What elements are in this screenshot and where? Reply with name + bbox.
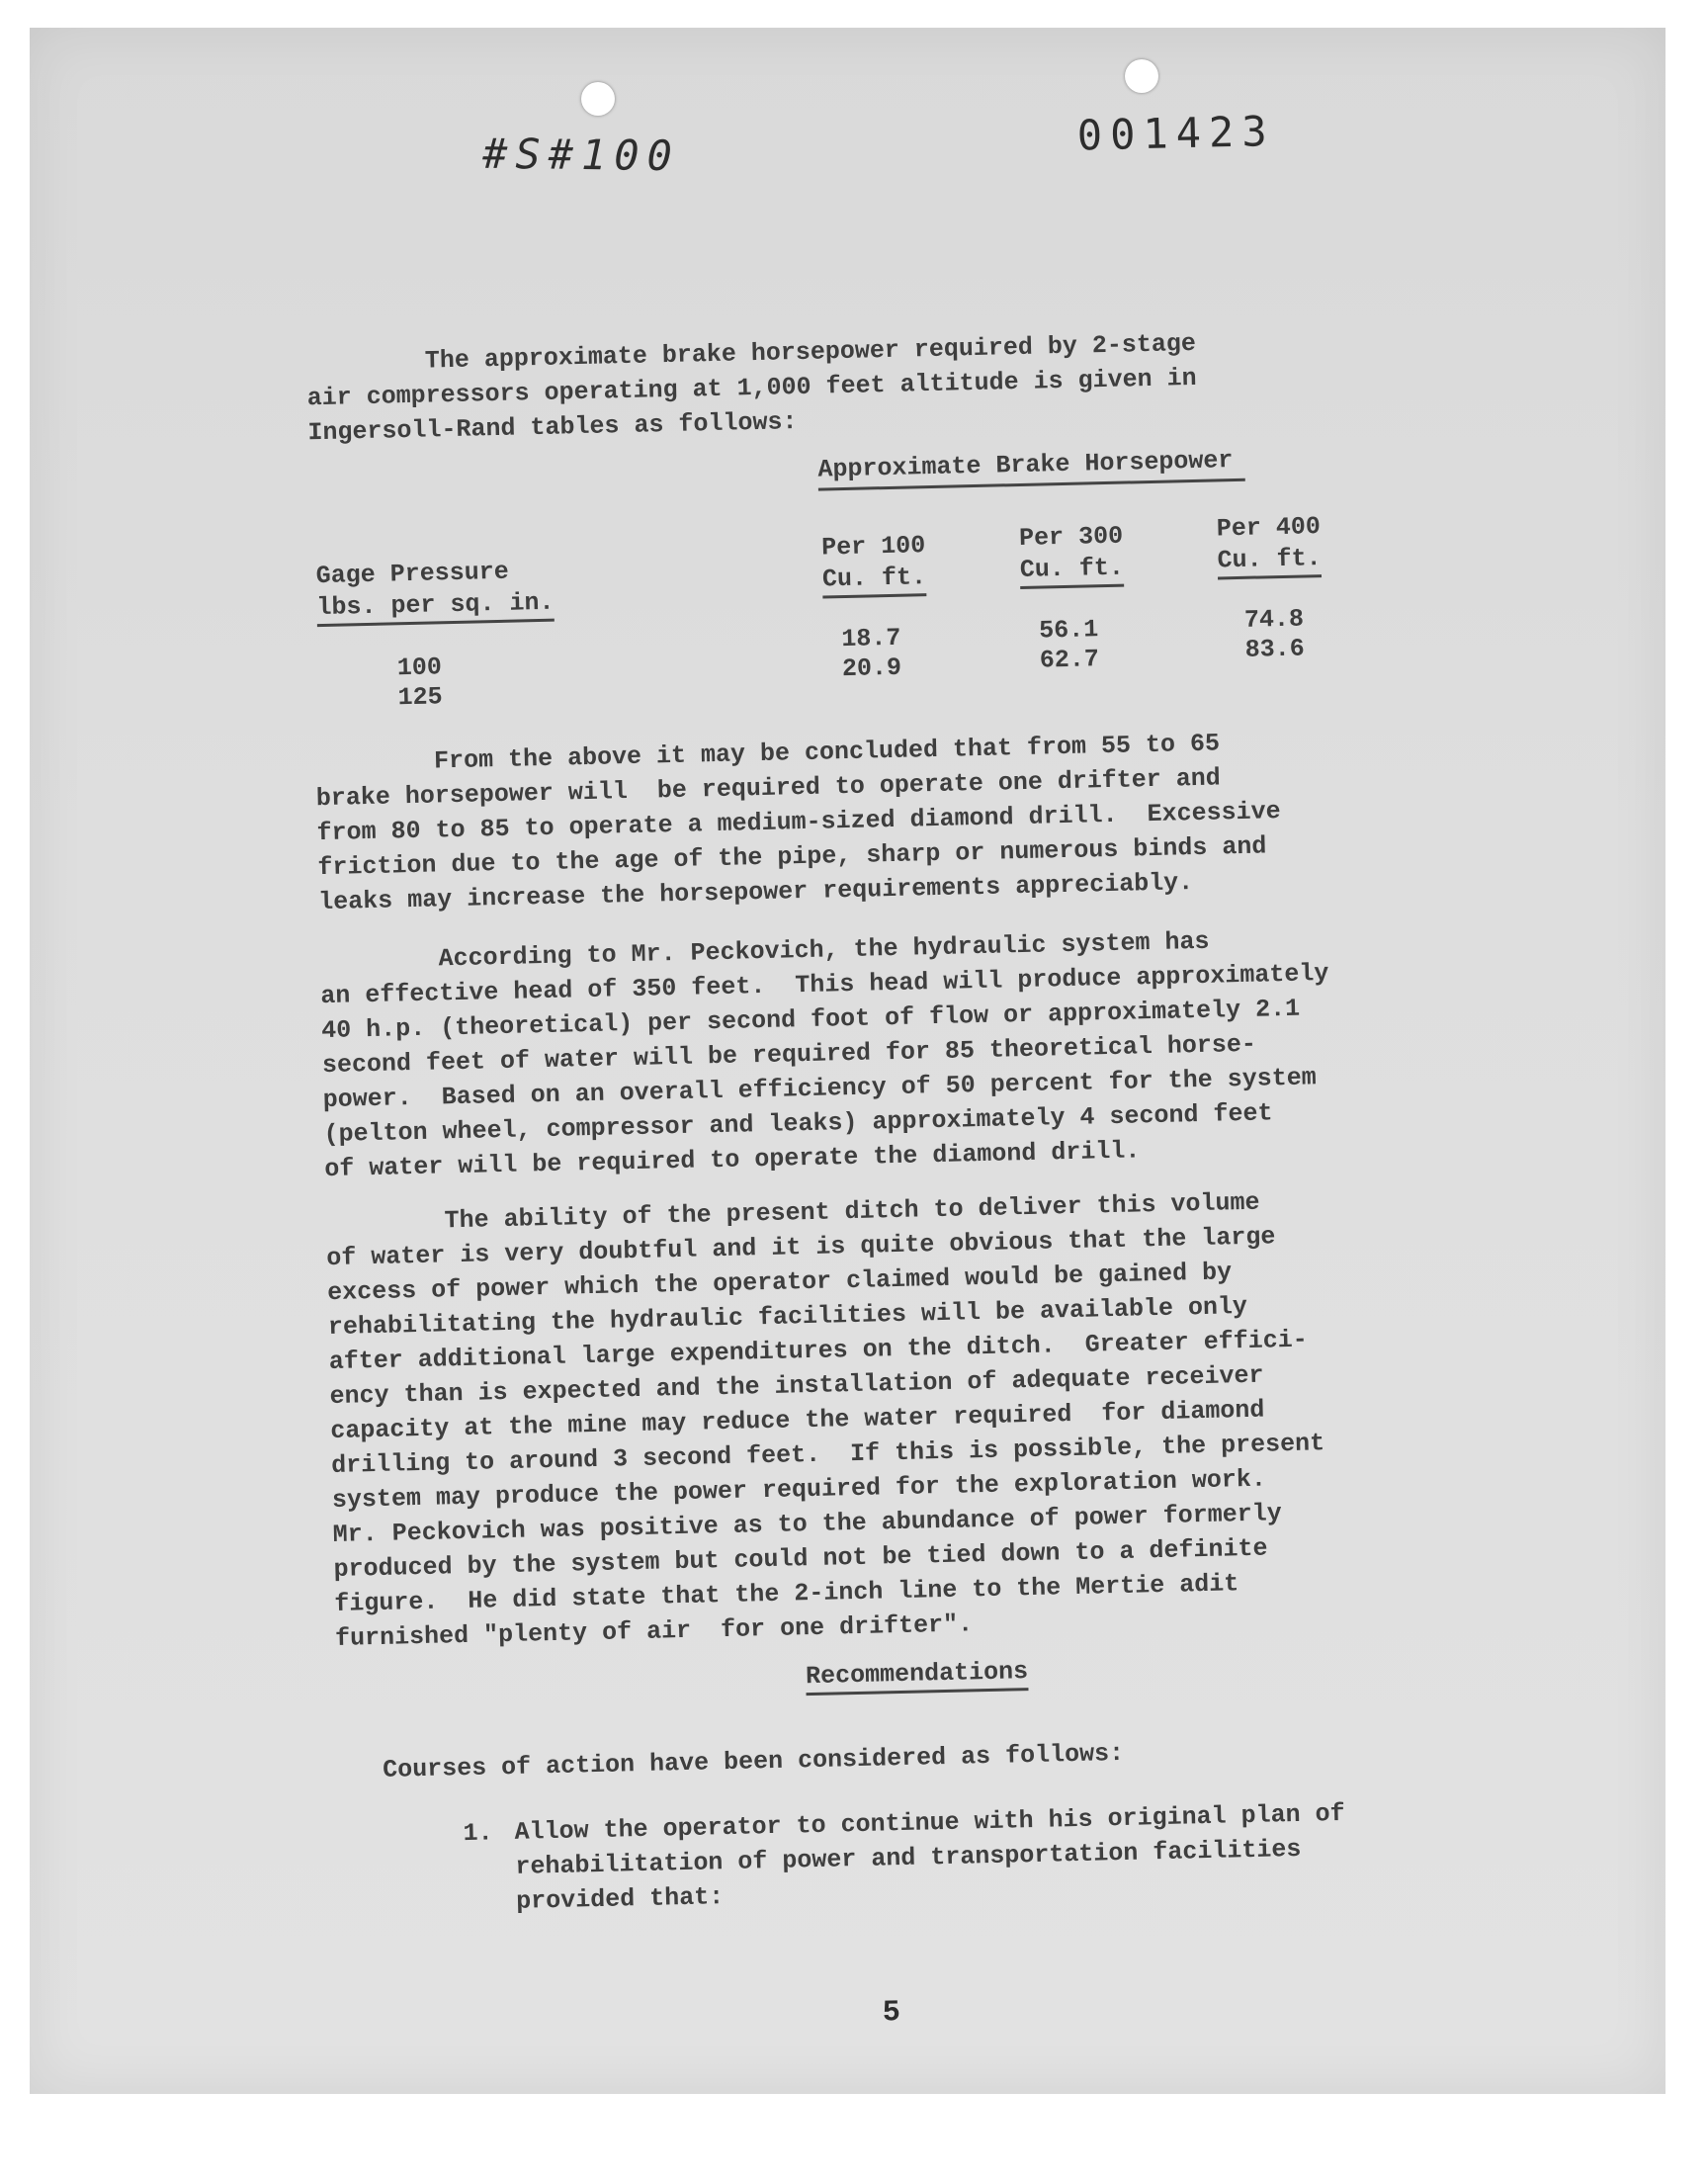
list-item-text: Allow the operator to continue with his original plan of rehabilitation of power and transportation facilities provided that:: [514, 1798, 1345, 1916]
column-header-line: Cu. ft.: [1019, 553, 1124, 589]
list-item-number: 1.: [463, 1818, 493, 1849]
table-column-header: [821, 530, 927, 598]
table-cell: 18.7: [841, 623, 901, 654]
table-cell: 56.1: [1038, 615, 1099, 646]
table-cell: 62.7: [1039, 645, 1100, 675]
intro-paragraph: The approximate brake horsepower required by 2-stage air compressors operating at 1,000 feet altitude is given in Ingersoll-Rand tables as follows:: [305, 328, 1197, 448]
page-content: [8, 10, 1690, 2113]
column-header-line: Gage Pressure: [315, 557, 510, 591]
table-column-pressure: [397, 652, 443, 713]
column-header-line: Cu. ft.: [1217, 543, 1322, 579]
table-cell: 83.6: [1244, 634, 1306, 664]
table-column-per-400: [1244, 604, 1305, 664]
table-column-per-100: [841, 624, 901, 684]
page-number: 5: [882, 1996, 901, 2031]
section-heading: Recommendations: [806, 1657, 1029, 1696]
table-group-title: Approximate Brake Horsepower: [817, 446, 1245, 491]
column-header-line: Per 300: [1018, 521, 1124, 553]
table-cell: 74.8: [1243, 604, 1305, 635]
column-header-line: Per 100: [820, 531, 926, 563]
table-column-header: [1217, 511, 1323, 579]
column-header-line: Per 400: [1216, 512, 1322, 544]
handwritten-reference: #S#100: [481, 129, 681, 181]
document-page: [30, 28, 1665, 2094]
table-column-per-300: [1039, 615, 1099, 675]
column-header-line: Cu. ft.: [822, 562, 927, 598]
column-header-line: lbs. per sq. in.: [316, 587, 555, 627]
table-column-header: [1019, 521, 1125, 589]
hydraulic-paragraph: According to Mr. Peckovich, the hydraulic system has an effective head of 350 feet. This head will produce approximately 40 h.p. (theoretical) per second foot of flow or approximately 2.1 second feet of water will be required for 85 theoretical horse- power. Based on an overall efficiency of 50 percent for the system (pelton wheel, compressor and leaks) approximately 4 second feet of water will be required to operate the diamond drill.: [319, 926, 1329, 1184]
document-number-stamp: 001423: [1076, 107, 1276, 160]
conclusion-paragraph: From the above it may be concluded that from 55 to 65 brake horsepower will be required to operate one drifter and from 80 to 85 to operate a medium-sized diamond drill. Excessive friction due to the age of the pipe, sharp or numerous binds and leaks may increase the horsepower requirements appreciably.: [314, 729, 1281, 917]
list-item: [463, 1796, 1346, 1920]
table-column-header: [315, 556, 555, 627]
recommendations-intro: Courses of action have been considered as follows:: [382, 1738, 1125, 1784]
table-cell: 100: [396, 652, 443, 683]
table-cell: 125: [397, 682, 443, 713]
ditch-paragraph: The ability of the present ditch to deliver this volume of water is very doubtful and it is quite obvious that the large excess of power which the operator claimed would be gained by rehabilitating the hydraulic facilities will be available only after additional large expenditures on the ditch. Greater effici- ency than is expected and the installation of adequate receiver capacity at the mine may reduce the water required for diamond drilling to around 3 second feet. If this is possible, the present system may produce the power required for the exploration work. Mr. Peckovich was positive as to the abundance of power formerly produced by the system but could not be tied down to a definite figure. He did state that the 2-inch line to the Mertie adit furnished "plenty of air for one drifter".: [325, 1187, 1325, 1653]
table-cell: 20.9: [841, 652, 902, 684]
